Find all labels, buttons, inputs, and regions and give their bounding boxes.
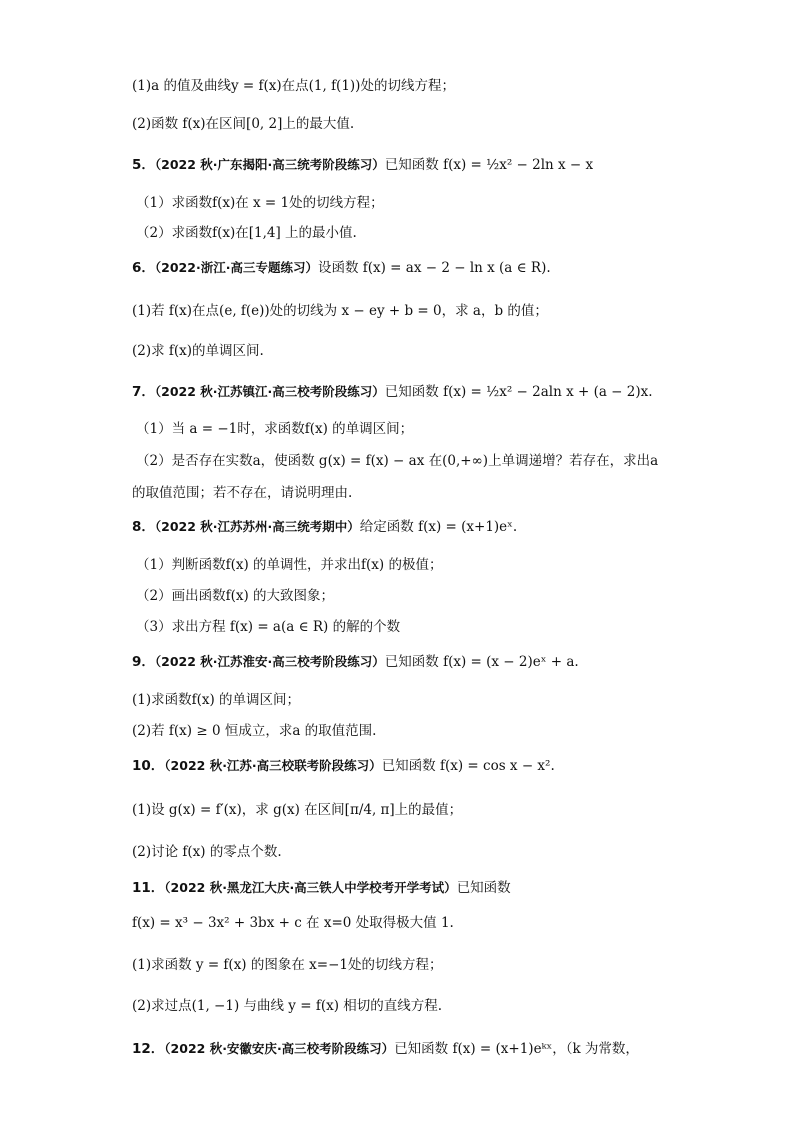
- text-line: (2)讨论 f(x) 的零点个数.: [132, 844, 282, 860]
- text-line: (1)求函数f(x) 的单调区间；: [132, 692, 301, 708]
- problem-header-6: 6．（2022·浙江·高三专题练习）设函数 f(x) = ax − 2 − ln x (a ∈ R).: [132, 260, 551, 276]
- text-line: (1)若 f(x)在点(e, f(e))处的切线为 x − ey + b = 0，求 a，b 的值；: [132, 303, 548, 319]
- problem-header-12: 12．（2022 秋·安徽安庆·高三校考阶段练习）已知函数 f(x) = (x+1)eᵏˣ，（k 为常数，: [132, 1041, 639, 1057]
- text-line: (2)若 f(x) ≥ 0 恒成立，求a 的取值范围.: [132, 723, 377, 739]
- text-line: f(x) = x³ − 3x² + 3bx + c 在 x=0 处取得极大值 1.: [132, 915, 454, 931]
- text-line: (1)设 g(x) = f′(x)，求 g(x) 在区间[π/4, π]上的最值；: [132, 802, 463, 818]
- problem-header-11: 11．（2022 秋·黑龙江大庆·高三铁人中学校考开学考试）已知函数: [132, 880, 511, 896]
- text-line: (1)求函数 y = f(x) 的图象在 x=−1处的切线方程；: [132, 957, 443, 973]
- problem-header-9: 9．（2022 秋·江苏淮安·高三校考阶段练习）已知函数 f(x) = (x − 2)eˣ + a.: [132, 654, 579, 670]
- text-line: (2)求过点(1, −1) 与曲线 y = f(x) 相切的直线方程.: [132, 998, 443, 1014]
- text-line: （2）是否存在实数a，使函数 g(x) = f(x) − ax 在(0,+∞)上单调递增？若存在，求出a: [136, 453, 659, 469]
- problem-header-5: 5．（2022 秋·广东揭阳·高三统考阶段练习）已知函数 f(x) = ½x² − 2ln x − x: [132, 157, 594, 173]
- text-line: 的取值范围；若不存在，请说明理由.: [132, 485, 353, 501]
- text-line: (2)求 f(x)的单调区间.: [132, 343, 264, 359]
- text-line: (2)函数 f(x)在区间[0, 2]上的最大值.: [132, 116, 355, 132]
- problem-header-10: 10．（2022 秋·江苏·高三校联考阶段练习）已知函数 f(x) = cos x − x².: [132, 758, 555, 774]
- text-line: （3）求出方程 f(x) = a(a ∈ R) 的解的个数: [136, 619, 401, 635]
- text-line: （1）当 a = −1时，求函数f(x) 的单调区间；: [136, 421, 414, 437]
- text-line: （2）画出函数f(x) 的大致图象；: [136, 588, 335, 604]
- text-line: （1）求函数f(x)在 x = 1处的切线方程；: [136, 195, 384, 211]
- problem-header-8: 8．（2022 秋·江苏苏州·高三统考期中）给定函数 f(x) = (x+1)eˣ.: [132, 519, 518, 535]
- text-line: (1)a 的值及曲线y = f(x)在点(1, f(1))处的切线方程；: [132, 78, 455, 94]
- problem-header-7: 7．（2022 秋·江苏镇江·高三校考阶段练习）已知函数 f(x) = ½x² − 2aln x + (a − 2)x.: [132, 384, 653, 400]
- text-line: （1）判断函数f(x) 的单调性，并求出f(x) 的极值；: [136, 557, 443, 573]
- text-line: （2）求函数f(x)在[1,4] 上的最小值.: [136, 225, 357, 241]
